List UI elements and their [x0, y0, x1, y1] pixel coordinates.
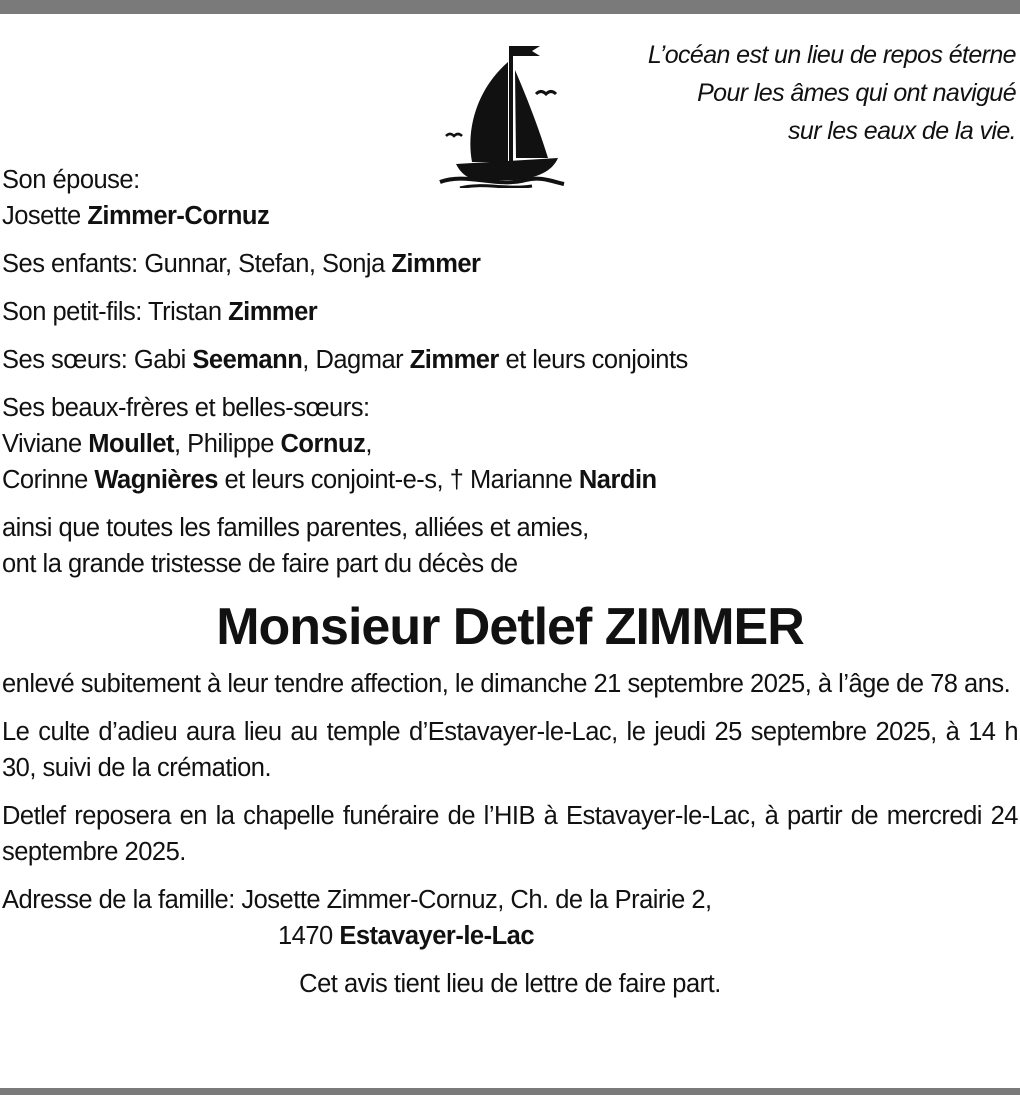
inlaws-entry	[2, 390, 1018, 498]
inlaws-line	[2, 426, 1018, 462]
inlaws-text: et leurs conjoint-e-s, † Marianne	[217, 466, 579, 494]
inlaw-last-name: Wagnières	[94, 466, 218, 494]
epitaph-quote	[456, 36, 1016, 150]
departure-paragraph: enlevé subitement à leur tendre affection, le dimanche 21 septembre 2025, à l’âge de 78 ans.	[2, 670, 1011, 698]
inlaws-text: ,	[365, 430, 372, 458]
sisters-text: et leurs conjoints	[498, 346, 688, 374]
quote-line: L’océan est un lieu de repos éterne	[647, 41, 1016, 69]
quote-line: Pour les âmes qui ont navigué	[697, 79, 1016, 107]
grandson-last-name: Zimmer	[228, 298, 318, 326]
sisters-text: Ses sœurs: Gabi	[2, 346, 193, 374]
sisters-entry	[2, 342, 1018, 378]
children-last-name: Zimmer	[391, 250, 481, 278]
chapel-paragraph: Detlef reposera en la chapelle funéraire de l’HIB à Estavayer-le-Lac, à partir de mercredi 24 septembre 2025.	[2, 802, 1018, 866]
families-line: ont la grande tristesse de faire part du décès de	[2, 550, 518, 578]
spouse-entry	[2, 162, 1018, 234]
inlaws-text: Corinne	[2, 466, 95, 494]
inlaws-line	[2, 462, 1018, 498]
inlaw-last-name: Cornuz	[280, 430, 366, 458]
closing-note: Cet avis tient lieu de lettre de faire part.	[299, 970, 721, 998]
address-line: Adresse de la famille: Josette Zimmer-Cornuz, Ch. de la Prairie 2,	[2, 886, 712, 914]
sister-last-name: Zimmer	[409, 346, 499, 374]
quote-line: sur les eaux de la vie.	[788, 117, 1016, 145]
spouse-last-name: Zimmer-Cornuz	[87, 202, 270, 230]
children-label: Ses enfants: Gunnar, Stefan, Sonja	[2, 250, 392, 278]
sisters-text: , Dagmar	[302, 346, 410, 374]
top-rule	[0, 0, 1020, 14]
spouse-first-name: Josette	[2, 202, 88, 230]
bottom-rule	[0, 1088, 1020, 1095]
inlaws-label: Ses beaux-frères et belles-sœurs:	[2, 394, 370, 422]
inlaw-last-name: Nardin	[578, 466, 657, 494]
address-zip: 1470	[278, 922, 340, 950]
families-entry	[2, 510, 1018, 582]
address-line	[2, 918, 1018, 954]
sister-last-name: Seemann	[192, 346, 303, 374]
inlaws-text: , Philippe	[174, 430, 281, 458]
address-city: Estavayer-le-Lac	[339, 922, 535, 950]
grandson-entry	[2, 294, 1018, 330]
notice-body	[2, 162, 1018, 1002]
family-address	[2, 882, 1018, 954]
service-paragraph: Le culte d’adieu aura lieu au temple d’Estavayer-le-Lac, le jeudi 25 septembre 2025, à 14 h 30, suivi de la crémation.	[2, 718, 1018, 782]
spouse-label: Son épouse:	[2, 166, 140, 194]
inlaws-text: Viviane	[2, 430, 89, 458]
inlaw-last-name: Moullet	[88, 430, 175, 458]
deceased-name: Monsieur Detlef ZIMMER	[216, 598, 804, 656]
spouse-name	[2, 198, 1018, 234]
families-line: ainsi que toutes les familles parentes, alliées et amies,	[2, 514, 589, 542]
grandson-label: Son petit-fils: Tristan	[2, 298, 229, 326]
children-entry	[2, 246, 1018, 282]
